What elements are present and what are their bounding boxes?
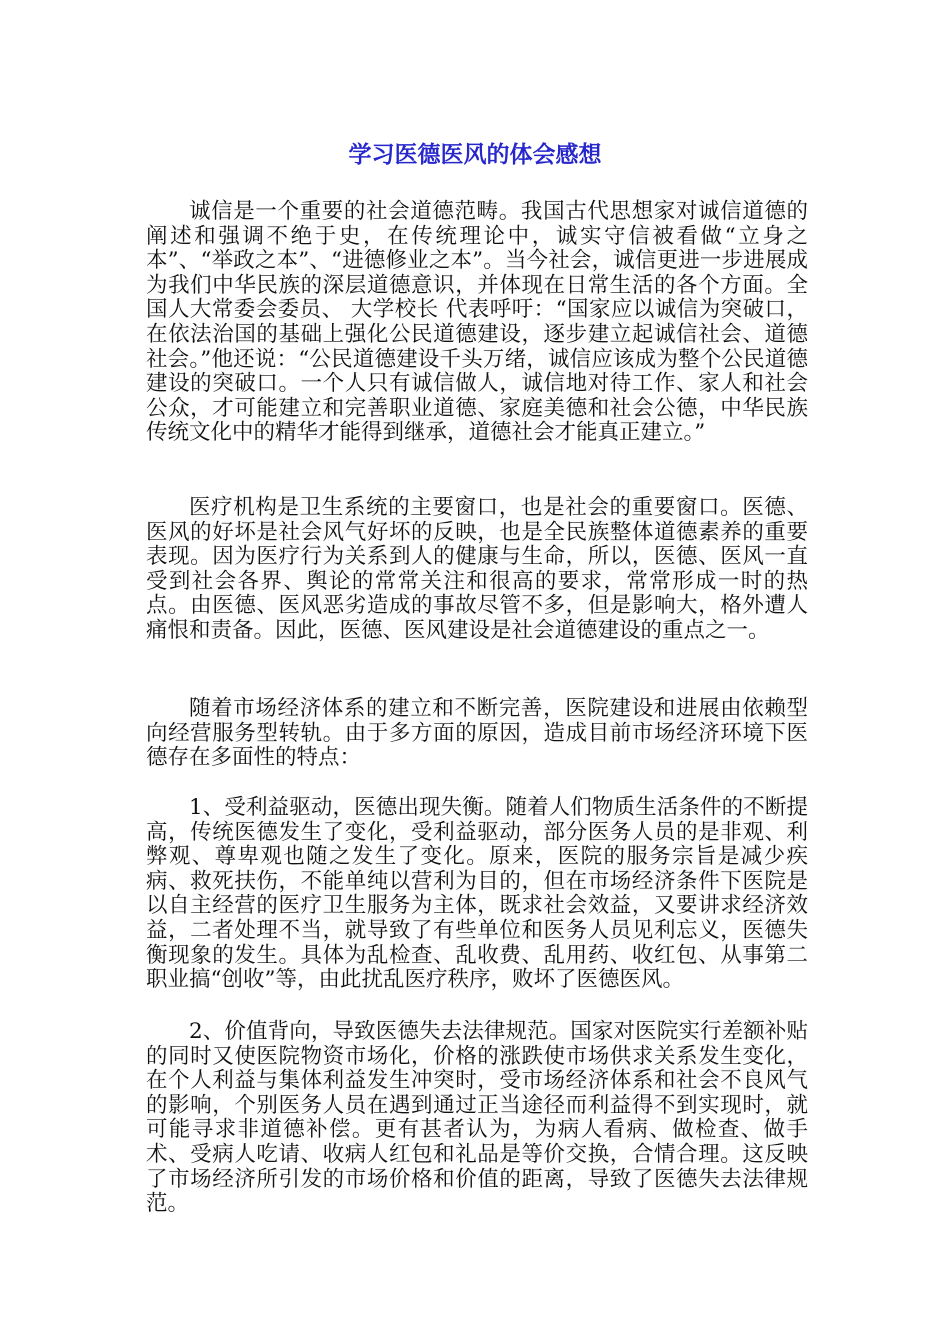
paragraph-2: 医疗机构是卫生系统的主要窗口，也是社会的重要窗口。医德、医风的好坏是社会风气好坏的反映，也是全民族整体道德素养的重要表现。因为医疗行为关系到人的健康与生命，所以，医德、医风一直受到社会各界、舆论的常常关注和很高的要求，常常形成一时的热点。由医德、医风恶劣造成的事故尽管不多，但是影响大，格外遭人痛恨和责备。因此，医德、医风建设是社会道德建设的重点之一。 <box>146 495 808 643</box>
paragraph-5: 2、价值背向，导致医德失去法律规范。国家对医院实行差额补贴的同时又使医院物资市场化，价格的涨跌使市场供求关系发生变化，在个人利益与集体利益发生冲突时，受市场经济体系和社会不良风气的影响，个别医务人员在遇到通过正当途径而利益得不到实现时，就可能寻求非道德补偿。更有甚者认为，为病人看病、做检查、做手术、受病人吃请、收病人红包和礼品是等价交换，合情合理。这反映了市场经济所引发的市场价格和价值的距离，导致了医德失去法律规范。 <box>146 1019 808 1217</box>
document-title: 学习医德医风的体会感想 <box>348 142 602 168</box>
paragraph-3: 随着市场经济体系的建立和不断完善，医院建设和进展由依赖型向经营服务型转轨。由于多方面的原因，造成目前市场经济环境下医德存在多面性的特点： <box>146 696 808 771</box>
paragraph-1: 诚信是一个重要的社会道德范畴。我国古代思想家对诚信道德的阐述和强调不绝于史，在传统理论中，诚实守信被看做“立身之本”、“举政之本”、“进德修业之本”。当今社会，诚信更进一步进展成为我们中华民族的深层道德意识，并体现在日常生活的各个方面。全国人大常委会委员、 大学校长 代表呼吁：“国家应以诚信为突破口，在依法治国的基础上强化公民道德建设，逐步建立起诚信社会、道德社会。”他还说：“公民道德建设千头万绪，诚信应该成为整个公民道德建设的突破口。一个人只有诚信做人，诚信地对待工作、家人和社会公众，才可能建立和完善职业道德、家庭美德和社会公德，中华民族传统文化中的精华才能得到继承，道德社会才能真正建立。” <box>146 199 808 446</box>
paragraph-4: 1、受利益驱动，医德出现失衡。随着人们物质生活条件的不断提高，传统医德发生了变化，受利益驱动，部分医务人员的是非观、利弊观、尊卑观也随之发生了变化。原来，医院的服务宗旨是减少疾病、救死扶伤，不能单纯以营利为目的，但在市场经济条件下医院是以自主经营的医疗卫生服务为主体，既求社会效益，又要讲求经济效益，二者处理不当，就导致了有些单位和医务人员见利忘义，医德失衡现象的发生。具体为乱检查、乱收费、乱用药、收红包、从事第二职业搞“创收”等，由此扰乱医疗秩序，败坏了医德医风。 <box>146 795 808 993</box>
